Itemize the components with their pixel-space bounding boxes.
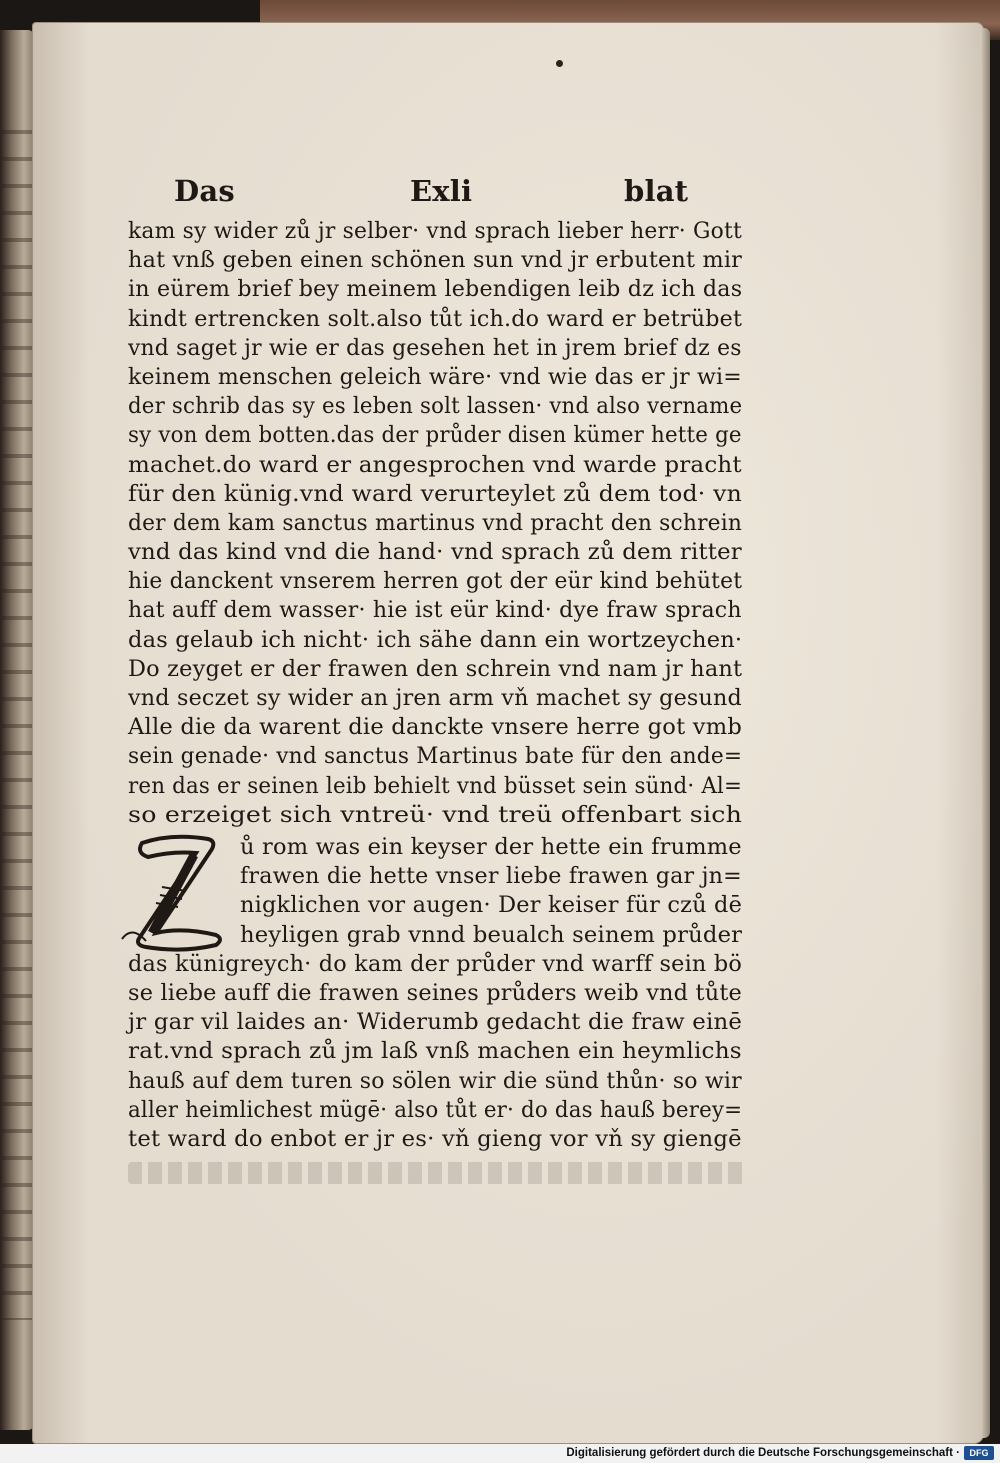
text-line: sy von dem botten.das der průder disen kümer hette ge [128,422,742,449]
text-block-2 [128,833,748,1154]
facing-page-text-fragments [2,120,32,1320]
header-left: Das [174,174,235,208]
text-line: in eürem brief bey meinem lebendigen leib dz ich das [128,276,743,303]
header-folio-number: Exli [410,174,473,208]
text-line: Do zeyget er der frawen den schrein vnd nam jr hant [128,655,743,682]
text-line: der schrib das sy es leben solt lassen· vnd also vername [128,393,743,420]
ink-spot [556,60,563,67]
text-block-1 [128,217,748,830]
text-line: das künigreych· do kam der průder vnd warff sein bö [128,950,742,977]
text-line: das gelaub ich nicht· ich sähe dann ein wortzeychen· [128,626,743,653]
bleed-through-line [128,1162,748,1184]
text-line: hie danckent vnserem herren got der eür kind behütet [128,568,743,595]
text-line: kindt ertrencken solt.also tůt ich.do ward er betrübet [128,305,743,332]
running-header [32,174,984,214]
text-line: für den künig.vnd ward verurteylet zů dem tod· vn [128,480,743,507]
funding-credit: Digitalisierung gefördert durch die Deutsche Forschungsgemeinschaft · [566,1447,960,1459]
text-line: vnd seczet sy wider an jren arm vň machet sy gesund [128,685,742,711]
book-page [32,22,984,1444]
text-line: so erzeiget sich vntreü· vnd treü offenbart sich [128,801,743,828]
text-line: tet ward do enbot er jr es· vň gieng vor vň sy giengē [128,1125,742,1152]
footer-bar [0,1444,1000,1463]
text-line: jr gar vil laides an· Widerumb gedacht die fraw einē [128,1009,743,1036]
dfg-logo: DFG [964,1446,994,1460]
text-line: ů rom was ein keyser der hette ein frumme [240,834,742,860]
text-line: keinem menschen geleich wäre· vnd wie das er jr wi= [128,363,742,390]
text-line: nigklichen vor augen· Der keiser für czů dē [240,892,743,919]
text-line: heyligen grab vnnd beualch seinem průder [240,921,743,948]
text-line: sein genade· vnd sanctus Martinus bate für den ande= [128,743,743,770]
text-line: rat.vnd sprach zů jm laß vnß machen ein heymlichs [128,1038,742,1065]
text-line: aller heimlichest mügē· also tůt er· do das hauß berey= [128,1096,743,1123]
text-line: der dem kam sanctus martinus vnd pracht den schrein [128,509,743,536]
text-line: machet.do ward er angesprochen vnd warde pracht [128,451,742,478]
text-line: kam sy wider zů jr selber· vnd sprach lieber herr· Gott [128,218,742,244]
text-line: Alle die da warent die danckte vnsere herre got vmb [128,714,743,741]
facing-page-edge [0,30,34,1430]
text-line: ren das er seinen leib behielt vnd büsset sein sünd· Al= [128,772,743,799]
text-line: vnd das kind vnd die hand· vnd sprach zů dem ritter [128,539,742,566]
text-line: frawen die hette vnser liebe frawen gar jn= [240,863,742,890]
header-right: blat [624,174,689,208]
text-line: hauß auf dem turen so sölen wir die sünd thůn· so wir [128,1067,742,1094]
page-fore-edge [982,28,990,1438]
text-line: vnd saget jr wie er das gesehen het in jrem brief dz es [128,334,742,361]
text-line: se liebe auff die frawen seines průders weib vnd tůte [128,979,742,1006]
text-line: hat vnß geben einen schönen sun vnd jr erbutent mir [128,247,743,274]
text-line: hat auff dem wasser· hie ist eür kind· dye fraw sprach [128,597,742,624]
